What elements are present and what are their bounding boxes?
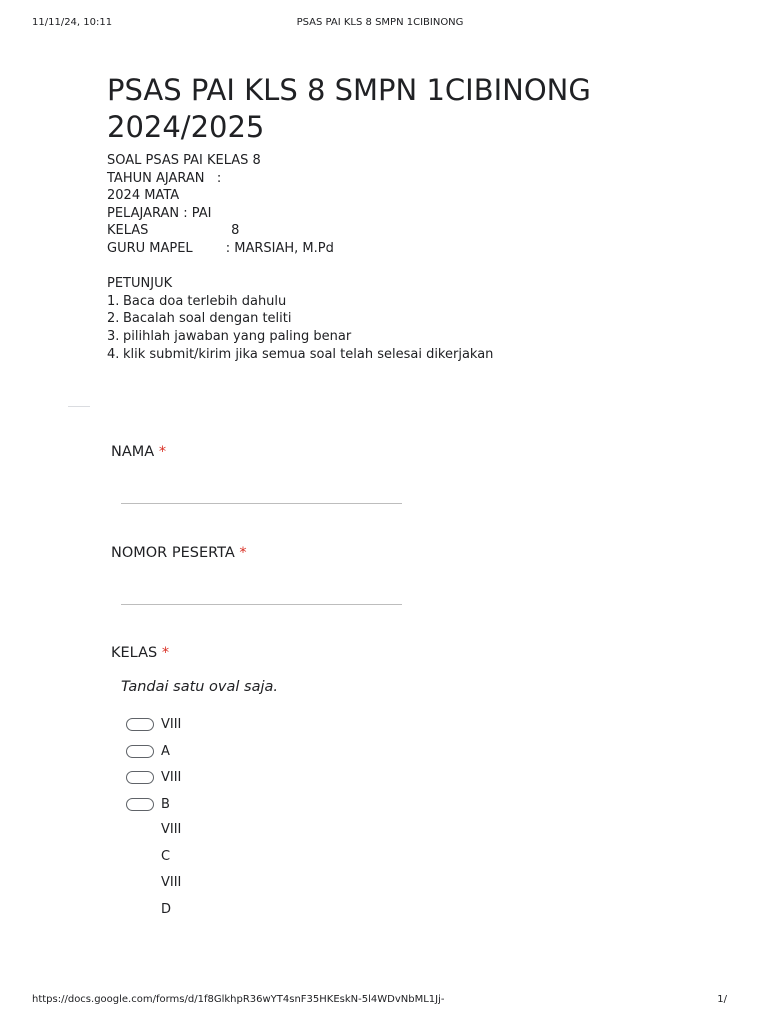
desc-line: KELAS 8 [107, 223, 240, 239]
desc-line: TAHUN AJARAN : [107, 170, 222, 186]
kelas-extra-text: C [161, 849, 171, 864]
petunjuk-num: 3. [107, 328, 120, 344]
form-title [107, 72, 707, 146]
kelas-extra-text: D [161, 902, 172, 917]
question-kelas-label [111, 645, 169, 661]
print-datetime: 11/11/24, 10:11 [32, 17, 113, 28]
petunjuk-item [107, 346, 667, 364]
kelas-option-label: VIII [161, 716, 182, 732]
oval-radio[interactable] [126, 718, 154, 731]
kelas-option[interactable] [126, 743, 170, 759]
footer-url: https://docs.google.com/forms/d/1f8GlkhpR36wYT4snF35HKEskN-5l4WDvNbML1Jj- [32, 994, 445, 1005]
nomor-peserta-answer-field[interactable] [121, 604, 402, 605]
nama-answer-field[interactable] [121, 503, 402, 504]
petunjuk-text: Baca doa terlebih dahulu [123, 293, 287, 309]
desc-gap [107, 258, 667, 276]
footer-page-number: 1/ [717, 994, 727, 1005]
question-label-text: NOMOR PESERTA [111, 545, 235, 561]
oval-radio[interactable] [126, 798, 154, 811]
petunjuk-list [107, 293, 667, 363]
required-mark: * [158, 444, 167, 460]
form-title-line1: PSAS PAI KLS 8 SMPN 1CIBINONG [107, 73, 591, 107]
desc-line: 2024 MATA [107, 188, 180, 204]
petunjuk-num: 1. [107, 293, 120, 309]
kelas-option-label: A [161, 743, 170, 759]
oval-radio[interactable] [126, 745, 154, 758]
petunjuk-num: 4. [107, 346, 120, 362]
petunjuk-label: PETUNJUK [107, 276, 173, 292]
required-mark: * [239, 545, 247, 561]
petunjuk-num: 2. [107, 311, 120, 327]
required-mark: * [161, 645, 170, 661]
question-label-text: KELAS [111, 645, 158, 661]
petunjuk-text: pilihlah jawaban yang paling benar [123, 328, 352, 344]
question-nama-label [111, 444, 166, 460]
petunjuk-item [107, 293, 667, 311]
oval-radio[interactable] [126, 771, 154, 784]
form-description [107, 152, 667, 363]
kelas-hint: Tandai satu oval saja. [121, 679, 279, 695]
print-doc-title: PSAS PAI KLS 8 SMPN 1CIBINONG [296, 17, 464, 28]
kelas-extra-text: VIII [161, 875, 182, 890]
petunjuk-text: Bacalah soal dengan teliti [123, 311, 292, 327]
question-label-text: NAMA [111, 444, 155, 460]
kelas-option[interactable] [126, 769, 181, 785]
kelas-option[interactable] [126, 796, 170, 812]
section-divider [68, 406, 90, 407]
petunjuk-item [107, 328, 667, 346]
kelas-option-label: B [161, 796, 170, 812]
desc-line: GURU MAPEL : MARSIAH, M.Pd [107, 240, 334, 256]
desc-line: SOAL PSAS PAI KELAS 8 [107, 153, 261, 168]
form-title-line2: 2024/2025 [107, 110, 265, 144]
petunjuk-item [107, 310, 667, 328]
kelas-option-label: VIII [161, 769, 182, 785]
question-nomor-peserta-label [111, 545, 247, 561]
kelas-option[interactable] [126, 716, 181, 732]
desc-line: PELAJARAN : PAI [107, 205, 212, 221]
petunjuk-text: klik submit/kirim jika semua soal telah selesai dikerjakan [123, 346, 494, 362]
kelas-extra-text: VIII [161, 822, 182, 837]
